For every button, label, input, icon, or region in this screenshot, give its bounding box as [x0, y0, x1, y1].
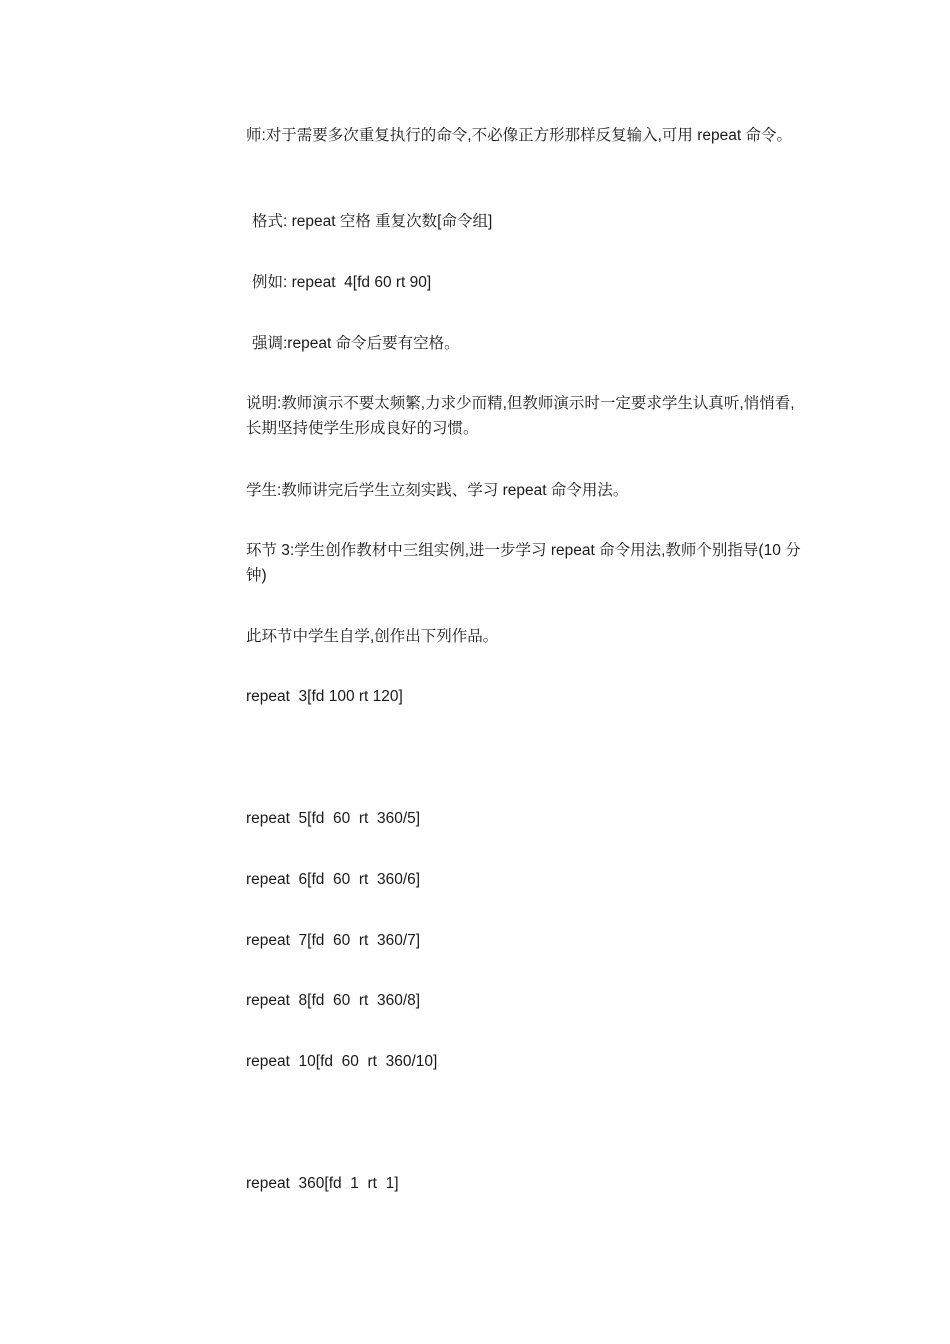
teacher-paragraph: 师:对于需要多次重复执行的命令,不必像正方形那样反复输入,可用 repeat 命令。 — [246, 127, 792, 144]
code-line-repeat-360: repeat 360[fd 1 rt 1] — [246, 1175, 399, 1192]
emphasis-line: 强调:repeat 命令后要有空格。 — [252, 335, 460, 352]
code-line-repeat-10: repeat 10[fd 60 rt 360/10] — [246, 1053, 438, 1070]
code-line-repeat-8: repeat 8[fd 60 rt 360/8] — [246, 992, 421, 1009]
self-study-line: 此环节中学生自学,创作出下列作品。 — [246, 628, 499, 645]
step-3-paragraph: 环节 3:学生创作教材中三组实例,进一步学习 repeat 命令用法,教师个别指导(10 分钟) — [246, 542, 801, 584]
explanation-paragraph: 说明:教师演示不要太频繁,力求少而精,但教师演示时一定要求学生认真听,悄悄看,长期坚持使学生形成良好的习惯。 — [246, 395, 795, 437]
code-line-repeat-7: repeat 7[fd 60 rt 360/7] — [246, 932, 421, 949]
code-line-repeat-3: repeat 3[fd 100 rt 120] — [246, 688, 403, 705]
code-line-repeat-6: repeat 6[fd 60 rt 360/6] — [246, 871, 421, 888]
student-paragraph: 学生:教师讲完后学生立刻实践、学习 repeat 命令用法。 — [246, 482, 629, 499]
format-line: 格式: repeat 空格 重复次数[命令组] — [252, 213, 493, 230]
example-line: 例如: repeat 4[fd 60 rt 90] — [252, 274, 432, 291]
code-line-repeat-5: repeat 5[fd 60 rt 360/5] — [246, 810, 421, 827]
